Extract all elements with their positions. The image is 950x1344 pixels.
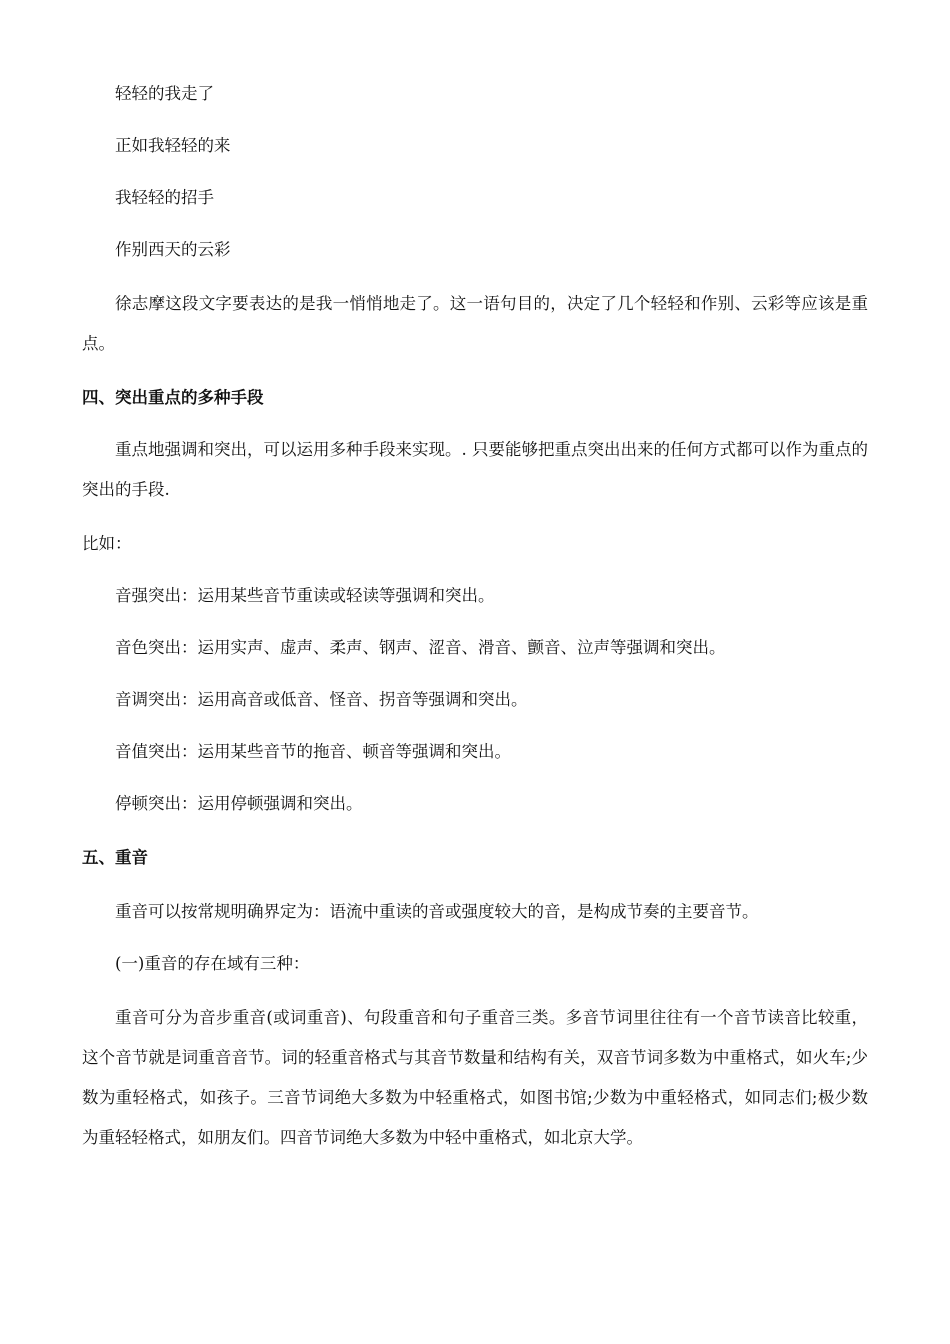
poem-line-3: 我轻轻的招手 (115, 188, 214, 207)
poem-line-4: 作别西天的云彩 (115, 240, 231, 259)
subheading-1: (一)重音的存在域有三种： (115, 954, 310, 973)
paragraph-definition: 重音可以按常规明确界定为：语流中重读的音或强度较大的音，是构成节奏的主要音节。 (115, 902, 759, 921)
for-example-label: 比如： (82, 534, 132, 553)
poem-line-2: 正如我轻轻的来 (115, 136, 231, 155)
means-item-1: 音强突出：运用某些音节重读或轻读等强调和突出。 (115, 586, 495, 605)
means-item-4: 音值突出：运用某些音节的拖音、顿音等强调和突出。 (115, 742, 511, 761)
section-heading-4: 四、突出重点的多种手段 (82, 388, 264, 407)
paragraph-xu-zhimo: 徐志摩这段文字要表达的是我一悄悄地走了。这一语句目的，决定了几个轻轻和作别、云彩等应该是重点。 (82, 294, 868, 353)
paragraph-stress-types: 重音可分为音步重音(或词重音)、句段重音和句子重音三类。多音节词里往往有一个音节读音比较重，这个音节就是词重音音节。词的轻重音格式与其音节数量和结构有关，双音节词多数为中重格式，如火车;少数为重轻格式，如孩子。三音节词绝大多数为中轻重格式，如图书馆;少数为中重轻格式，如同志们;极少数为重轻轻格式，如朋友们。四音节词绝大多数为中轻中重格式，如北京大学。 (82, 1008, 868, 1147)
means-item-5: 停顿突出：运用停顿强调和突出。 (115, 794, 363, 813)
section-heading-5: 五、重音 (82, 848, 148, 867)
paragraph-means: 重点地强调和突出，可以运用多种手段来实现。. 只要能够把重点突出出来的任何方式都可以作为重点的突出的手段. (82, 440, 868, 499)
poem-line-1: 轻轻的我走了 (115, 84, 214, 103)
means-item-2: 音色突出：运用实声、虚声、柔声、钢声、涩音、滑音、颤音、泣声等强调和突出。 (115, 638, 726, 657)
means-item-3: 音调突出：运用高音或低音、怪音、拐音等强调和突出。 (115, 690, 528, 709)
